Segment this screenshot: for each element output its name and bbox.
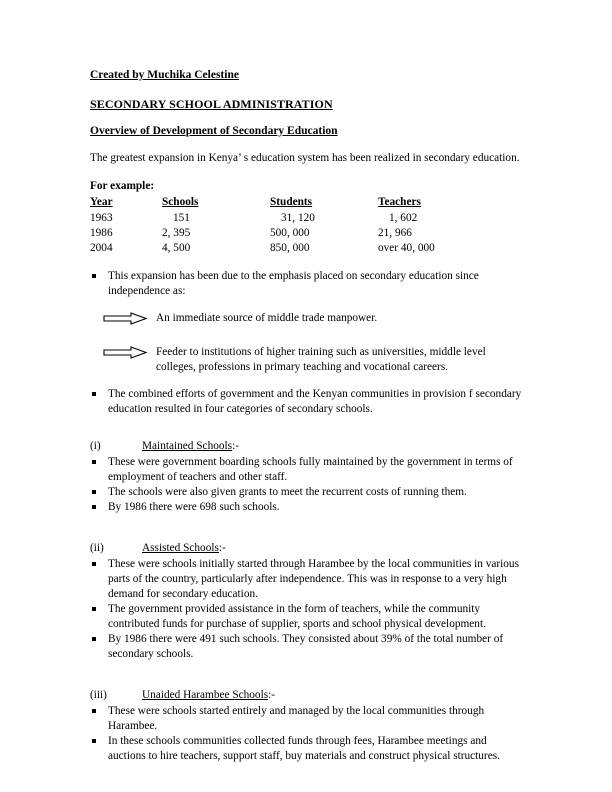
enrolment-statistics-table — [90, 195, 490, 256]
table-row — [90, 241, 490, 256]
column-header-year: Year — [90, 196, 113, 209]
section-subtitle — [90, 124, 522, 140]
list-item-label: This expansion has been due to the emphasis placed on secondary education since independence as: — [108, 269, 479, 297]
assisted-schools-list — [90, 557, 522, 662]
section-heading-unaided-harambee-schools — [90, 688, 522, 703]
section-heading-label: Unaided Harambee Schools — [142, 688, 269, 701]
table-row — [90, 226, 490, 241]
square-bullet-icon — [92, 607, 96, 611]
cell-teachers: 21, 966 — [378, 226, 412, 239]
section-numeral: (iii) — [90, 688, 107, 701]
unaided-harambee-schools-list — [90, 704, 522, 764]
square-bullet-icon — [92, 637, 96, 641]
block-arrow-right-icon — [103, 346, 147, 359]
cell-schools: 4, 500 — [162, 242, 191, 255]
arrow-reasons-block — [90, 311, 522, 375]
section-heading-assisted-schools — [90, 541, 522, 556]
section-heading-maintained-schools — [90, 439, 522, 454]
cell-teachers: over 40, 000 — [378, 242, 435, 255]
list-item — [90, 557, 522, 602]
document-title-text: SECONDARY SCHOOL ADMINISTRATION — [90, 96, 333, 111]
document-body — [90, 68, 522, 776]
square-bullet-icon — [92, 562, 96, 566]
cell-students: 500, 000 — [270, 226, 310, 239]
expansion-lead-list — [90, 269, 522, 299]
list-item-label: In these schools communities collected funds through fees, Harambee meetings and auctions to hire teachers, support staff, buy materials and construct physical structures. — [108, 735, 500, 763]
column-header-schools: Schools — [162, 196, 199, 209]
cell-students: 31, 120 — [281, 211, 315, 224]
list-item-label: These were schools started entirely and managed by the local communities through Harambee. — [108, 705, 485, 733]
section-numeral: (ii) — [90, 541, 104, 554]
list-item-label: The combined efforts of government and the Kenyan communities in provision f secondary education resulted in four categories of secondary schools. — [108, 387, 522, 415]
intro-paragraph: The greatest expansion in Kenya’ s education system has been realized in secondary education. — [90, 152, 520, 165]
section-heading-suffix: :- — [218, 541, 226, 554]
square-bullet-icon — [92, 505, 96, 509]
list-item — [90, 602, 522, 632]
author-byline — [90, 68, 522, 84]
square-bullet-icon — [92, 490, 96, 494]
column-header-teachers: Teachers — [378, 196, 421, 209]
list-item — [90, 734, 522, 764]
cell-students: 850, 000 — [270, 242, 310, 255]
arrow-item — [90, 311, 522, 331]
list-item — [90, 269, 522, 299]
cell-teachers: 1, 602 — [389, 211, 418, 224]
square-bullet-icon — [92, 739, 96, 743]
list-item-label: The schools were also given grants to meet the recurrent costs of running them. — [108, 485, 467, 498]
square-bullet-icon — [92, 392, 96, 396]
section-numeral: (i) — [90, 439, 101, 452]
square-bullet-icon — [92, 460, 96, 464]
list-item — [90, 485, 522, 500]
section-subtitle-text: Overview of Development of Secondary Education — [90, 124, 338, 137]
maintained-schools-list — [90, 455, 522, 515]
cell-year: 1963 — [90, 211, 113, 224]
document-title — [90, 96, 522, 112]
list-item-label: The government provided assistance in the form of teachers, while the community contributed funds for purchase of supplier, sports and school physical development. — [108, 602, 486, 630]
column-header-students: Students — [270, 196, 313, 209]
example-label: For example: — [90, 180, 155, 193]
list-item-label: By 1986 there were 491 such schools. They consisted about 39% of the total number of secondary schools. — [108, 632, 504, 660]
section-heading-suffix: :- — [268, 688, 276, 701]
list-item — [90, 500, 522, 515]
cell-schools: 2, 395 — [162, 226, 191, 239]
list-item-label: By 1986 there were 698 such schools. — [108, 500, 280, 513]
arrow-item-label: An immediate source of middle trade manpower. — [156, 311, 378, 324]
block-arrow-right-icon — [103, 312, 147, 325]
arrow-item-label: Feeder to institutions of higher training such as universities, middle level colleges, professions in primary teaching and vocational careers. — [156, 345, 486, 373]
table-row — [90, 211, 490, 226]
list-item-label: These were government boarding schools fully maintained by the government in terms of employment of teachers and other staff. — [108, 455, 513, 483]
table-header-row — [90, 195, 490, 210]
combined-efforts-list — [90, 387, 522, 417]
cell-schools: 151 — [173, 211, 190, 224]
list-item — [90, 704, 522, 734]
section-heading-suffix: :- — [232, 439, 239, 452]
section-heading-label: Assisted Schools — [142, 541, 219, 554]
list-item — [90, 455, 522, 485]
square-bullet-icon — [92, 709, 96, 713]
list-item — [90, 632, 522, 662]
cell-year: 2004 — [90, 242, 113, 255]
cell-year: 1986 — [90, 226, 113, 239]
section-heading-label: Maintained Schools — [142, 439, 233, 452]
arrow-item — [90, 345, 522, 375]
list-item — [90, 387, 522, 417]
square-bullet-icon — [92, 274, 96, 278]
author-byline-text: Created by Muchika Celestine — [90, 69, 239, 81]
list-item-label: These were schools initially started through Harambee by the local communities in various parts of the country, particularly after independence. This was in response to a very high demand for secondary education. — [108, 557, 519, 600]
